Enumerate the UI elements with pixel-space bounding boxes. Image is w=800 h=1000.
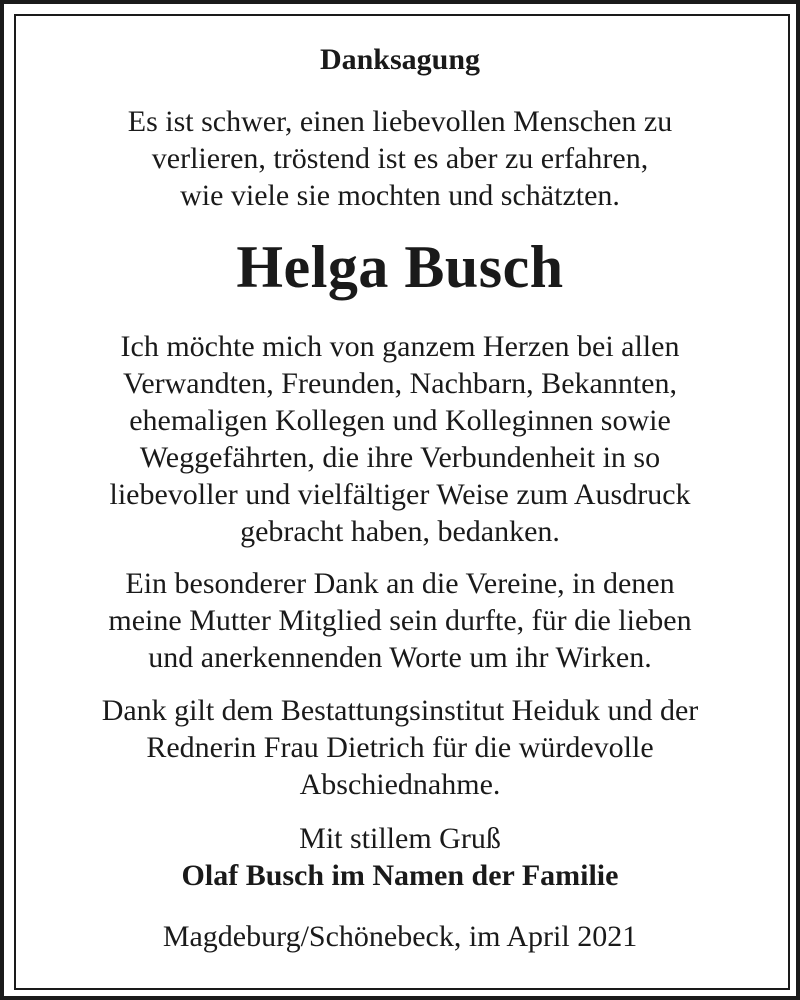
paragraph2-line-3: und anerkennenden Worte um ihr Wirken. (148, 641, 652, 674)
notice-heading: Danksagung (319, 43, 481, 76)
deceased-name: Helga Busch (236, 234, 564, 300)
intro-line-3: wie viele sie mochten und schätzten. (180, 179, 620, 212)
paragraph1-line-5: liebevoller und vielfältiger Weise zum Ausdruck (109, 478, 691, 511)
paragraph1-line-4: Weggefährten, die ihre Verbundenheit in so (139, 441, 661, 474)
paragraph3-line-3: Abschiednahme. (299, 768, 501, 801)
signature: Olaf Busch im Namen der Familie (181, 859, 619, 892)
paragraph1-line-1: Ich möchte mich von ganzem Herzen bei allen (120, 330, 680, 363)
paragraph1-line-2: Verwandten, Freunden, Nachbarn, Bekannten, (123, 367, 677, 400)
place-date: Magdeburg/Schönebeck, im April 2021 (162, 920, 638, 953)
paragraph1-line-6: gebracht haben, bedanken. (240, 515, 560, 548)
paragraph2-line-1: Ein besonderer Dank an die Vereine, in denen (125, 567, 675, 600)
paragraph1-line-3: ehemaligen Kollegen und Kolleginnen sowie (129, 404, 671, 437)
paragraph3-line-2: Rednerin Frau Dietrich für die würdevolle (146, 731, 654, 764)
intro-line-1: Es ist schwer, einen liebevollen Menschen zu (127, 105, 673, 138)
paragraph3-line-1: Dank gilt dem Bestattungsinstitut Heiduk und der (101, 694, 699, 727)
intro-line-2: verlieren, tröstend ist es aber zu erfahren, (151, 142, 649, 175)
paragraph2-line-2: meine Mutter Mitglied sein durfte, für die lieben (108, 604, 692, 637)
closing-greeting: Mit stillem Gruß (299, 822, 501, 855)
